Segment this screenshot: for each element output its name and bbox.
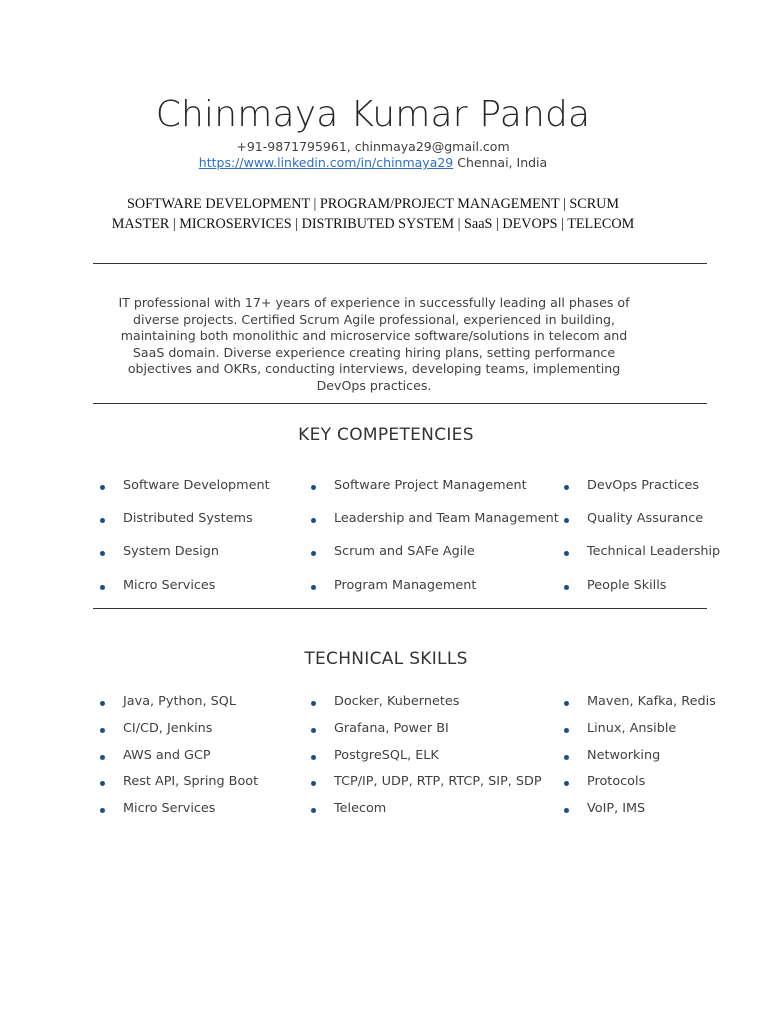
contact-line-2 [0,155,746,170]
list-item: TCP/IP, UDP, RTP, RTCP, SIP, SDP [334,774,542,790]
list-item: Grafana, Power BI [334,720,449,736]
list-item: System Design [123,544,219,560]
divider [93,608,707,609]
list-item: Maven, Kafka, Redis [587,694,716,709]
bullet-icon [311,808,316,813]
list-item: Leadership and Team Management [334,511,559,527]
list-item: Protocols [587,774,646,790]
list-item: Docker, Kubernetes [334,694,460,709]
key-competencies-title: KEY COMPETENCIES [298,425,474,445]
bullet-icon [311,781,316,786]
list-item: Scrum and SAFe Agile [334,544,475,560]
bullet-icon [100,485,105,490]
list-item: Telecom [334,801,387,817]
bullet-icon [564,551,569,556]
list-item: Software Project Management [334,478,527,493]
bullet-icon [564,485,569,490]
technical-skills-title: TECHNICAL SKILLS [304,649,468,669]
bullet-icon [100,585,105,590]
list-item: DevOps Practices [587,478,700,493]
bullet-icon [100,728,105,733]
list-item: Linux, Ansible [587,720,677,736]
list-item: Micro Services [123,577,216,593]
location: Chennai, India [453,155,548,170]
bullet-icon [564,701,569,706]
divider [93,403,707,404]
list-item: PostgreSQL, ELK [334,747,439,763]
bullet-icon [564,518,569,523]
list-item: Software Development [123,478,270,493]
bullet-icon [311,485,316,490]
candidate-name: Chinmaya Kumar Panda [155,94,591,135]
summary: IT professional with 17+ years of experience in successfully leading all phases of diverse projects. Certified Scrum Agile professional, experienced in building, maintaining both monolithic and microservice software/solutions in telecom and SaaS domain. Diverse experience creating hiring plans, setting performance objectives and OKRs, conducting interviews, developing teams, implementing DevOps practices. [118,295,630,393]
linkedin-link[interactable]: https://www.linkedin.com/in/chinmaya29 [198,155,454,170]
list-item: VoIP, IMS [587,801,646,817]
list-item: Networking [587,747,661,763]
list-item: People Skills [587,577,667,593]
list-item: Java, Python, SQL [123,694,236,709]
bullet-icon [311,701,316,706]
list-item: AWS and GCP [123,747,211,763]
bullet-icon [311,518,316,523]
bullet-icon [564,755,569,760]
bullet-icon [564,585,569,590]
bullet-icon [311,755,316,760]
bullet-icon [311,728,316,733]
list-item: Micro Services [123,801,216,817]
bullet-icon [100,518,105,523]
headline: SOFTWARE DEVELOPMENT | PROGRAM/PROJECT MANAGEMENT | SCRUM MASTER | MICROSERVICES | DISTRIBUTED SYSTEM | SaaS | DEVOPS | TELECOM [111,196,635,232]
bullet-icon [100,781,105,786]
bullet-icon [564,728,569,733]
bullet-icon [100,701,105,706]
list-item: CI/CD, Jenkins [123,720,213,736]
list-item: Program Management [334,577,477,593]
bullet-icon [100,551,105,556]
bullet-icon [311,551,316,556]
bullet-icon [311,585,316,590]
bullet-icon [100,808,105,813]
list-item: Technical Leadership [587,544,721,560]
list-item: Rest API, Spring Boot [123,774,259,790]
bullet-icon [100,755,105,760]
list-item: Distributed Systems [123,511,253,527]
bullet-icon [564,808,569,813]
divider [93,263,707,264]
list-item: Quality Assurance [587,511,704,527]
contact-line: +91-9871795961, chinmaya29@gmail.com [236,139,510,154]
bullet-icon [564,781,569,786]
